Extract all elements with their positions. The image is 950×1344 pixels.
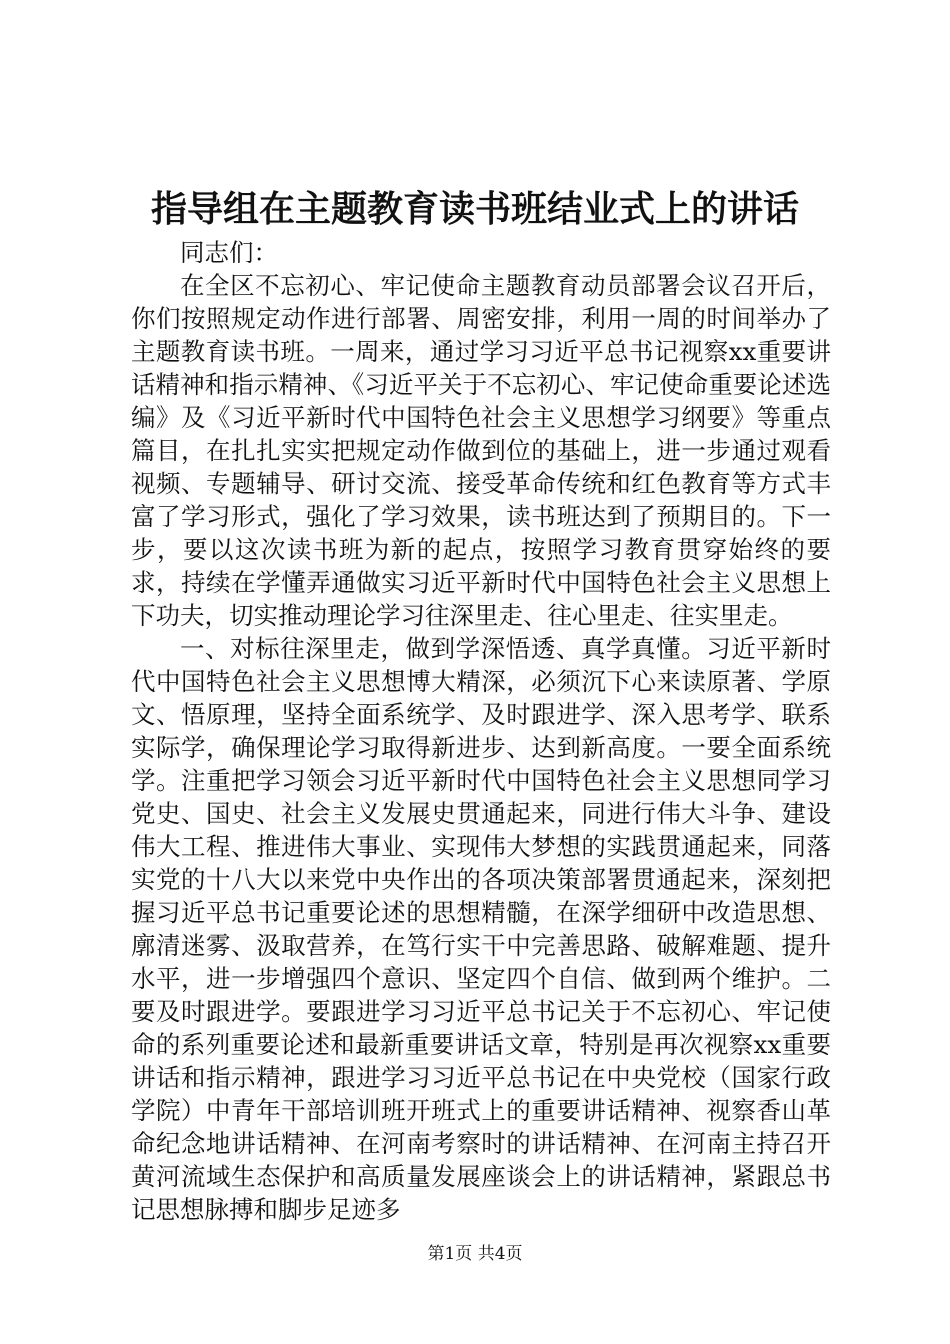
paragraph-intro: 在全区不忘初心、牢记使命主题教育动员部署会议召开后，你们按照规定动作进行部署、周密安排，利用一周的时间举办了主题教育读书班。一周来，通过学习习近平总书记视察xx重要讲话精神和指示精神、《习近平关于不忘初心、牢记使命重要论述选编》及《习近平新时代中国特色社会主义思想学习纲要》等重点篇目，在扎扎实实把规定动作做到位的基础上，进一步通过观看视频、专题辅导、研讨交流、接受革命传统和红色教育等方式丰富了学习形式，强化了学习效果，读书班达到了预期目的。下一步，要以这次读书班为新的起点，按照学习教育贯穿始终的要求，持续在学懂弄通做实习近平新时代中国特色社会主义思想上下功夫，切实推动理论学习往深里走、往心里走、往实里走。 (131, 271, 831, 630)
paragraph-section-one: 一、对标往深里走，做到学深悟透、真学真懂。习近平新时代中国特色社会主义思想博大精深，必须沉下心来读原著、学原文、悟原理，坚持全面系统学、及时跟进学、深入思考学、联系实际学，确保理论学习取得新进步、达到新高度。一要全面系统学。注重把学习领会习近平新时代中国特色社会主义思想同学习党史、国史、社会主义发展史贯通起来，同进行伟大斗争、建设伟大工程、推进伟大事业、实现伟大梦想的实践贯通起来，同落实党的十八大以来党中央作出的各项决策部署贯通起来，深刻把握习近平总书记重要论述的思想精髓，在深学细研中改造思想、廓清迷雾、汲取营养，在笃行实干中完善思路、破解难题、提升水平，进一步增强四个意识、坚定四个自信、做到两个维护。二要及时跟进学。要跟进学习习近平总书记关于不忘初心、牢记使命的系列重要论述和最新重要讲话文章，特别是再次视察xx重要讲话和指示精神，跟进学习习近平总书记在中央党校（国家行政学院）中青年干部培训班开班式上的重要讲话精神、视察香山革命纪念地讲话精神、在河南考察时的讲话精神、在河南主持召开黄河流域生态保护和高质量发展座谈会上的讲话精神，紧跟总书记思想脉搏和脚步足迹多 (131, 634, 831, 1224)
document-title: 指导组在主题教育读书班结业式上的讲话 (150, 188, 799, 230)
salutation: 同志们： (180, 238, 278, 267)
document-body (131, 236, 831, 1226)
page-number-footer: 第1页 共4页 (427, 1244, 523, 1264)
